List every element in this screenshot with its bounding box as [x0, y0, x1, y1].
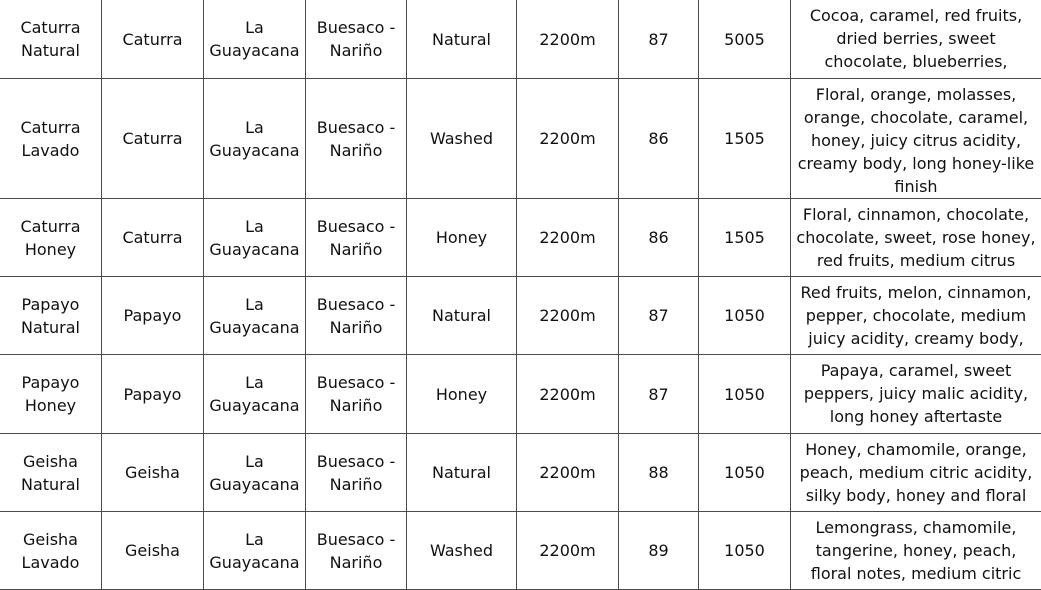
number-cell: 1505 — [699, 199, 791, 277]
table-row — [0, 355, 1041, 434]
region-cell: Buesaco - Nariño — [306, 79, 407, 199]
tasting-notes-text: Floral, orange, molasses, orange, chocolate, caramel, honey, juicy citrus acidity, creamy body, long honey-like finish — [795, 83, 1037, 198]
number-cell: 1050 — [699, 277, 791, 355]
farm-cell: La Guayacana — [204, 434, 306, 512]
number-cell: 1050 — [699, 512, 791, 590]
tasting-notes-cell — [791, 277, 1041, 355]
tasting-notes-cell — [791, 434, 1041, 512]
region-cell: Buesaco - Nariño — [306, 355, 407, 434]
variety-cell: Geisha — [102, 434, 204, 512]
score-cell: 87 — [619, 0, 699, 79]
number-cell: 1050 — [699, 434, 791, 512]
process-cell: Washed — [407, 512, 517, 590]
score-cell: 86 — [619, 199, 699, 277]
score-cell: 87 — [619, 355, 699, 434]
score-cell: 87 — [619, 277, 699, 355]
region-cell: Buesaco - Nariño — [306, 199, 407, 277]
tasting-notes-cell — [791, 355, 1041, 434]
process-cell: Honey — [407, 355, 517, 434]
variety-cell: Caturra — [102, 199, 204, 277]
process-cell: Washed — [407, 79, 517, 199]
tasting-notes-text: Honey, chamomile, orange, peach, medium citric acidity, silky body, honey and floral — [795, 438, 1037, 507]
tasting-notes-cell — [791, 79, 1041, 199]
table-row — [0, 79, 1041, 199]
coffee-name-cell: Papayo Honey — [0, 355, 102, 434]
altitude-cell: 2200m — [517, 277, 619, 355]
coffee-name-cell: Caturra Natural — [0, 0, 102, 79]
coffee-name-cell: Caturra Lavado — [0, 79, 102, 199]
altitude-cell: 2200m — [517, 434, 619, 512]
altitude-cell: 2200m — [517, 199, 619, 277]
table-row — [0, 277, 1041, 355]
number-cell: 5005 — [699, 0, 791, 79]
coffee-name-cell: Papayo Natural — [0, 277, 102, 355]
process-cell: Natural — [407, 277, 517, 355]
table-row — [0, 512, 1041, 590]
coffee-name-cell: Caturra Honey — [0, 199, 102, 277]
score-cell: 86 — [619, 79, 699, 199]
region-cell: Buesaco - Nariño — [306, 0, 407, 79]
score-cell: 88 — [619, 434, 699, 512]
altitude-cell: 2200m — [517, 0, 619, 79]
altitude-cell: 2200m — [517, 512, 619, 590]
variety-cell: Papayo — [102, 355, 204, 434]
process-cell: Honey — [407, 199, 517, 277]
region-cell: Buesaco - Nariño — [306, 434, 407, 512]
coffee-name-cell: Geisha Natural — [0, 434, 102, 512]
farm-cell: La Guayacana — [204, 0, 306, 79]
region-cell: Buesaco - Nariño — [306, 277, 407, 355]
altitude-cell: 2200m — [517, 355, 619, 434]
tasting-notes-text: Red fruits, melon, cinnamon, pepper, chocolate, medium juicy acidity, creamy body, — [795, 281, 1037, 350]
tasting-notes-text: Lemongrass, chamomile, tangerine, honey, peach, floral notes, medium citric — [795, 516, 1037, 585]
altitude-cell: 2200m — [517, 79, 619, 199]
tasting-notes-cell — [791, 199, 1041, 277]
tasting-notes-text: Cocoa, caramel, red fruits, dried berries, sweet chocolate, blueberries, — [795, 4, 1037, 73]
number-cell: 1050 — [699, 355, 791, 434]
tasting-notes-cell — [791, 0, 1041, 79]
farm-cell: La Guayacana — [204, 512, 306, 590]
farm-cell: La Guayacana — [204, 355, 306, 434]
farm-cell: La Guayacana — [204, 79, 306, 199]
score-cell: 89 — [619, 512, 699, 590]
tasting-notes-text: Papaya, caramel, sweet peppers, juicy malic acidity, long honey aftertaste — [795, 359, 1037, 428]
number-cell: 1505 — [699, 79, 791, 199]
variety-cell: Geisha — [102, 512, 204, 590]
process-cell: Natural — [407, 0, 517, 79]
variety-cell: Caturra — [102, 0, 204, 79]
variety-cell: Papayo — [102, 277, 204, 355]
farm-cell: La Guayacana — [204, 277, 306, 355]
table-row — [0, 434, 1041, 512]
coffee-name-cell: Geisha Lavado — [0, 512, 102, 590]
variety-cell: Caturra — [102, 79, 204, 199]
tasting-notes-cell — [791, 512, 1041, 590]
farm-cell: La Guayacana — [204, 199, 306, 277]
table-row — [0, 199, 1041, 277]
region-cell: Buesaco - Nariño — [306, 512, 407, 590]
tasting-notes-text: Floral, cinnamon, chocolate, chocolate, sweet, rose honey, red fruits, medium citrus — [795, 203, 1037, 272]
process-cell: Natural — [407, 434, 517, 512]
table-row — [0, 0, 1041, 79]
